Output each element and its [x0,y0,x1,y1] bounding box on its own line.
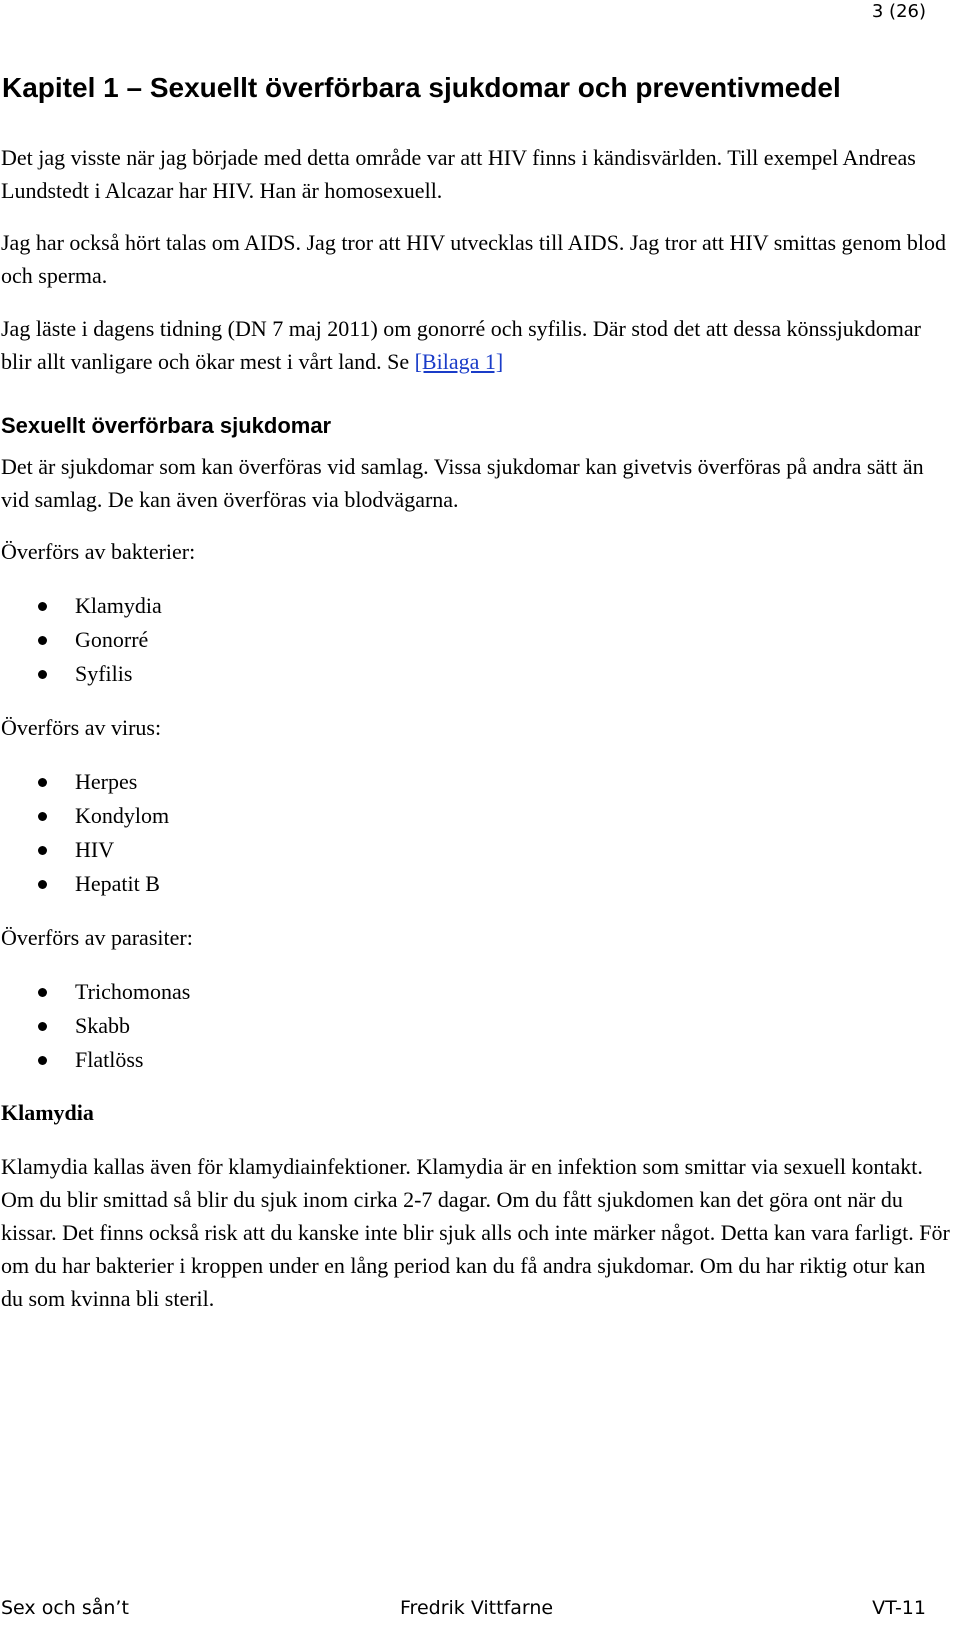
list-item [0,867,169,901]
virus-label: Överförs av virus: [1,715,162,740]
section-heading: Sexuellt överförbara sjukdomar [1,413,332,438]
list-item-text: Syfilis [75,661,133,686]
list-item [0,657,162,691]
list-item-text: Gonorré [75,627,149,652]
page-footer [0,1594,960,1624]
bullet-icon [38,1056,47,1065]
parasites-label: Överförs av parasiter: [1,925,193,950]
klamydia-heading: Klamydia [1,1100,94,1125]
bullet-icon [38,846,47,855]
bilaga-1-link[interactable]: [Bilaga 1] [414,349,504,374]
footer-term: VT-11 [872,1597,926,1619]
list-item-text: Trichomonas [75,979,191,1004]
footer-title: Sex och sån’t [1,1597,129,1619]
bullet-icon [38,778,47,787]
footer-author: Fredrik Vittfarne [400,1597,554,1619]
intro-paragraph-2: Jag har också hört talas om AIDS. Jag tror att HIV utvecklas till AIDS. Jag tror att HIV smittas genom blod och sperma. [1,230,947,288]
bacteria-list [0,589,162,691]
list-item [0,589,162,623]
list-item-text: Skabb [75,1013,130,1038]
list-item-text: Klamydia [75,593,162,618]
bullet-icon [38,636,47,645]
list-item-text: Flatlöss [75,1047,144,1072]
intro-paragraph-1: Det jag visste när jag började med detta område var att HIV finns i kändisvärlden. Till exempel Andreas Lundstedt i Alcazar har HIV. Han är homosexuell. [1,145,916,203]
bullet-icon [38,988,47,997]
intro-paragraph-3-text: Jag läste i dagens tidning (DN 7 maj 2011) om gonorré och syfilis. Där stod det att dessa könssjukdomar blir allt vanligare och ökar mest i vårt land. Se [1,316,921,374]
bullet-icon [38,670,47,679]
list-item-text: Hepatit B [75,871,160,896]
intro-paragraph-3 [1,312,951,378]
list-item [0,765,169,799]
bullet-icon [38,880,47,889]
page-number: 3 (26) [871,1,926,22]
virus-list [0,765,169,901]
list-item [0,975,190,1009]
list-item [0,833,169,867]
section-paragraph: Det är sjukdomar som kan överföras vid samlag. Vissa sjukdomar kan givetvis överföras på andra sätt än vid samlag. De kan även överföras via blodvägarna. [1,454,924,512]
bacteria-label: Överförs av bakterier: [1,539,196,564]
list-item-text: Kondylom [75,803,170,828]
list-item-text: Herpes [75,769,138,794]
bullet-icon [38,602,47,611]
list-item [0,799,169,833]
list-item [0,1043,190,1077]
list-item [0,1009,190,1043]
bullet-icon [38,812,47,821]
chapter-title: Kapitel 1 – Sexuellt överförbara sjukdomar och preventivmedel [2,72,841,103]
list-item [0,623,162,657]
klamydia-paragraph: Klamydia kallas även för klamydiainfektioner. Klamydia är en infektion som smittar via sexuell kontakt. Om du blir smittad så blir du sjuk inom cirka 2-7 dagar. Om du fått sjukdomen kan det göra ont när du kissar. Det finns också risk att du kanske inte blir sjuk alls och inte märker något. Detta kan vara farligt. För om du har bakterier i kroppen under en lång period kan du få andra sjukdomar. Om du har riktig otur kan du som kvinna bli steril. [1,1154,950,1311]
parasites-list [0,975,190,1077]
list-item-text: HIV [75,837,115,862]
bullet-icon [38,1022,47,1031]
